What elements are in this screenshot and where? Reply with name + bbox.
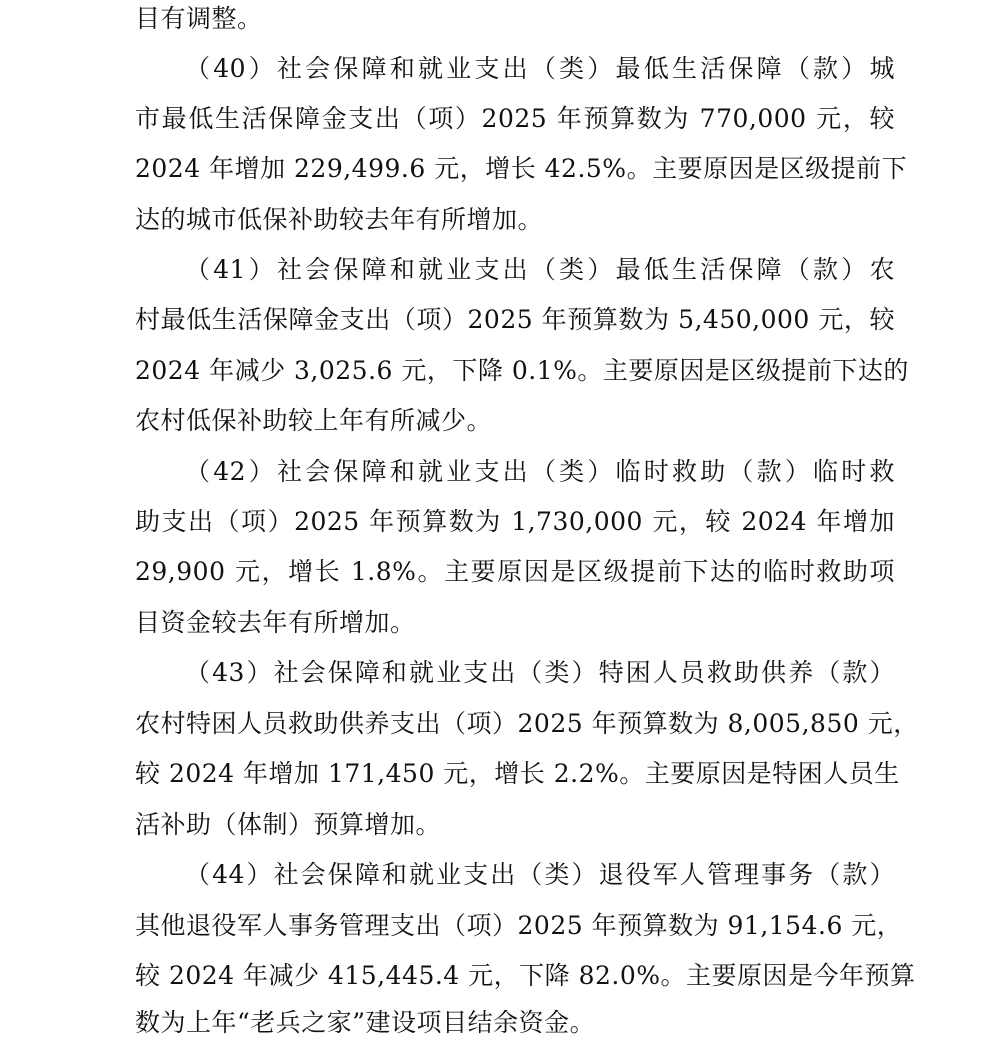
text-line: （43）社会保障和就业支出（类）特困人员救助供养（款） [185, 658, 895, 687]
text-line: 2024 年减少 3,025.6 元，下降 0.1%。主要原因是区级提前下达的 [135, 356, 909, 385]
text-line: 较 2024 年增加 171,450 元，增长 2.2%。主要原因是特困人员生 [135, 759, 900, 788]
text-line: 数为上年“老兵之家”建设项目结余资金。 [135, 1008, 596, 1037]
text-line: 目有调整。 [135, 4, 263, 33]
text-line: （40）社会保障和就业支出（类）最低生活保障（款）城 [185, 54, 895, 83]
text-line: 29,900 元，增长 1.8%。主要原因是区级提前下达的临时救助项 [135, 557, 895, 586]
text-line: 农村特困人员救助供养支出（项）2025 年预算数为 8,005,850 元， [135, 709, 919, 738]
text-line: 助支出（项）2025 年预算数为 1,730,000 元，较 2024 年增加 [135, 507, 895, 536]
text-line: （44）社会保障和就业支出（类）退役军人管理事务（款） [185, 860, 895, 889]
text-line: 农村低保补助较上年有所减少。 [135, 406, 493, 435]
text-line: 活补助（体制）预算增加。 [135, 810, 442, 839]
text-line: 2024 年增加 229,499.6 元，增长 42.5%。主要原因是区级提前下 [135, 154, 908, 183]
text-line: 村最低生活保障金支出（项）2025 年预算数为 5,450,000 元，较 [135, 305, 895, 334]
text-line: 目资金较去年有所增加。 [135, 608, 416, 637]
text-line: （42）社会保障和就业支出（类）临时救助（款）临时救 [185, 457, 895, 486]
text-line: 达的城市低保补助较去年有所增加。 [135, 205, 544, 234]
text-line: （41）社会保障和就业支出（类）最低生活保障（款）农 [185, 255, 895, 284]
text-line: 较 2024 年减少 415,445.4 元，下降 82.0%。主要原因是今年预算 [135, 961, 916, 990]
text-line: 其他退役军人事务管理支出（项）2025 年预算数为 91,154.6 元， [135, 911, 903, 940]
text-line: 市最低生活保障金支出（项）2025 年预算数为 770,000 元，较 [135, 104, 895, 133]
